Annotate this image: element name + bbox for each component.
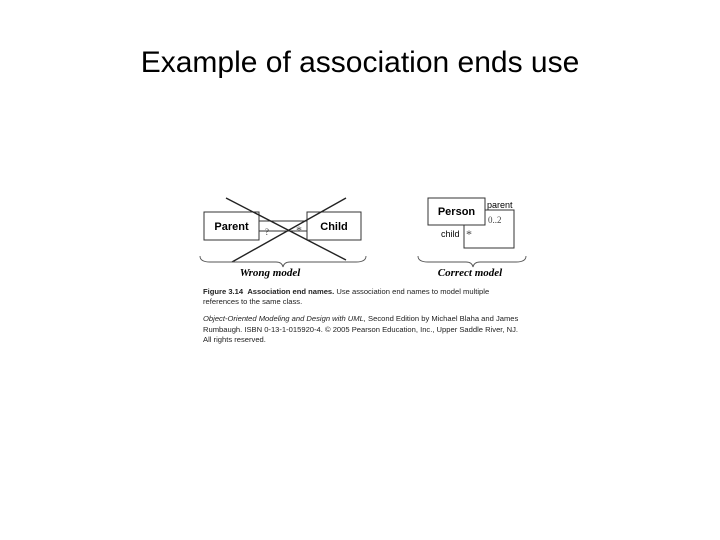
- end-name-child: child: [441, 229, 460, 239]
- figure-text: Use association end names to model multiple references to the same class.: [203, 287, 490, 307]
- child-class-name: Child: [320, 221, 348, 233]
- book-title: Object-Oriented Modeling and Design with UML,: [203, 314, 366, 324]
- credit-line: Second Edition by Michael Blaha and James Rumbaugh. ISBN 0-13-1-015920-4. © 2005 Pearson Education, Inc., Upper Saddle River, NJ. All rights reserved.: [203, 314, 519, 344]
- correct-model-diagram: [418, 198, 526, 279]
- wrong-model-label: Wrong model: [239, 267, 301, 279]
- end-name-parent: parent: [487, 200, 513, 210]
- correct-model-brace: [418, 256, 526, 267]
- slide-title: Example of association ends use: [140, 46, 580, 79]
- figure-title: Association end names.: [247, 287, 335, 296]
- multiplicity-parent: 0..2: [488, 215, 502, 225]
- uml-figure: [196, 190, 536, 286]
- multiplicity-left: ?: [265, 227, 269, 237]
- multiplicity-child: *: [466, 227, 472, 241]
- caption-figure-paragraph: [203, 287, 523, 307]
- person-class-name: Person: [437, 206, 476, 218]
- correct-model-label: Correct model: [437, 267, 503, 279]
- figure-number: Figure 3.14: [203, 287, 244, 296]
- figure-caption: [203, 287, 523, 352]
- parent-class-name: Parent: [214, 221, 249, 233]
- multiplicity-right: *: [296, 223, 302, 237]
- caption-credit-paragraph: [203, 314, 523, 345]
- wrong-model-diagram: [200, 198, 366, 279]
